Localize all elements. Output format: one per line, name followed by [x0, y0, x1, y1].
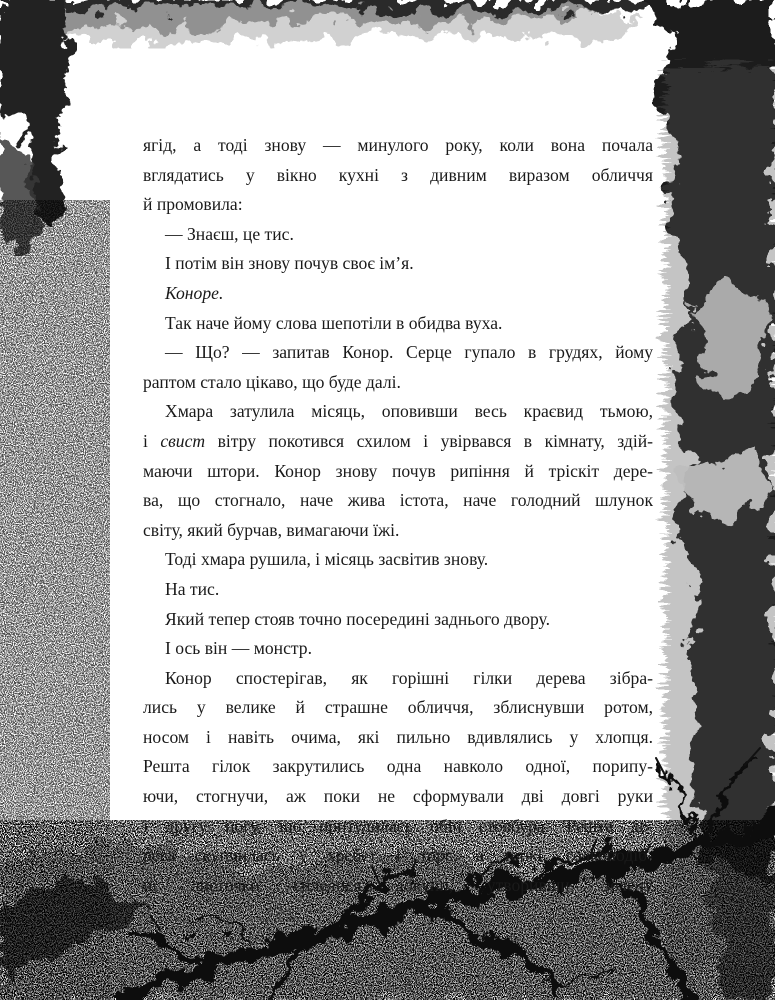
- left-speckle: [0, 200, 110, 1000]
- text-segment: Так наче йому слова шепотіли в обидва вуха.: [165, 312, 503, 333]
- text-segment: вітру покотився схилом і увірвався в кімнату, здій-: [205, 430, 653, 451]
- text-line: [143, 190, 653, 220]
- text-segment: світу, який бурчав, вимагаючи їжі.: [143, 519, 400, 540]
- text-line: [143, 397, 653, 427]
- text-line: [143, 309, 653, 339]
- text-segment: ні листочки сплелися докупи, утворивши зелену: [143, 874, 653, 895]
- text-segment: І потім він знову почув своє ім’я.: [165, 253, 414, 274]
- text-line: [143, 545, 653, 575]
- text-line: [143, 368, 653, 398]
- text-line: [143, 664, 653, 694]
- text-line: [143, 782, 653, 812]
- text-line: [143, 338, 653, 368]
- emphasized-text: свист: [160, 430, 206, 451]
- text-line: [143, 427, 653, 457]
- text-segment: Тоді хмара рушила, і місяць засвітив знову.: [165, 549, 489, 570]
- text-segment: Конор спостерігав, як горішні гілки дерева зібра-: [165, 667, 653, 688]
- text-line: [143, 723, 653, 753]
- text-segment: рева скупчилась у хребет і торс, а тонкі, голкоподіб-: [143, 845, 653, 866]
- body-text: [143, 131, 653, 900]
- text-line: [143, 605, 653, 635]
- text-segment: Решта гілок закрутились одна навколо одної, порипу-: [143, 756, 653, 777]
- text-segment: і другу ногу, що притулилась обіч стовбура. Решта де-: [143, 815, 653, 836]
- text-line: [143, 161, 653, 191]
- text-segment: й промовила:: [143, 194, 243, 215]
- text-line: [143, 575, 653, 605]
- text-line: [143, 693, 653, 723]
- text-line: [143, 220, 653, 250]
- text-segment: І ось він — монстр.: [165, 638, 312, 659]
- text-segment: — Знаєш, це тис.: [165, 223, 294, 244]
- text-segment: — Що? — запитав Конор. Серце гупало в грудях, йому: [165, 342, 653, 363]
- text-line: [143, 249, 653, 279]
- text-segment: ягід, а тоді знову — минулого року, коли вона почала: [143, 135, 653, 155]
- text-segment: ючи, стогнучи, аж поки не сформували дві довгі руки: [143, 786, 653, 807]
- text-line: [143, 752, 653, 782]
- text-segment: вглядатись у вікно кухні з дивним виразом обличчя: [143, 164, 653, 185]
- text-line: [143, 871, 653, 901]
- text-segment: ва, що стогнало, наче жива істота, наче голодний шлунок: [143, 490, 653, 511]
- text-segment: носом і навіть очима, які пильно вдивлялись у хлопця.: [143, 726, 653, 747]
- text-segment: Який тепер стояв точно посередині заднього двору.: [165, 608, 550, 629]
- text-line: [143, 457, 653, 487]
- text-segment: і: [143, 430, 161, 451]
- text-line: [143, 841, 653, 871]
- text-line: [143, 486, 653, 516]
- text-segment: На тис.: [165, 578, 220, 599]
- text-line: [143, 634, 653, 664]
- text-segment: Хмара затулила місяць, оповивши весь краєвид тьмою,: [165, 401, 653, 422]
- text-line: [143, 812, 653, 842]
- text-line: [143, 516, 653, 546]
- text-segment: лись у велике й страшне обличчя, зблиснувши ротом,: [143, 697, 653, 718]
- emphasized-text: Коноре.: [165, 282, 224, 303]
- text-segment: раптом стало цікаво, що буде далі.: [143, 371, 401, 392]
- text-line: [143, 279, 653, 309]
- text-segment: маючи штори. Конор знову почув рипіння й тріскіт дере-: [143, 460, 653, 481]
- text-line: [143, 131, 653, 161]
